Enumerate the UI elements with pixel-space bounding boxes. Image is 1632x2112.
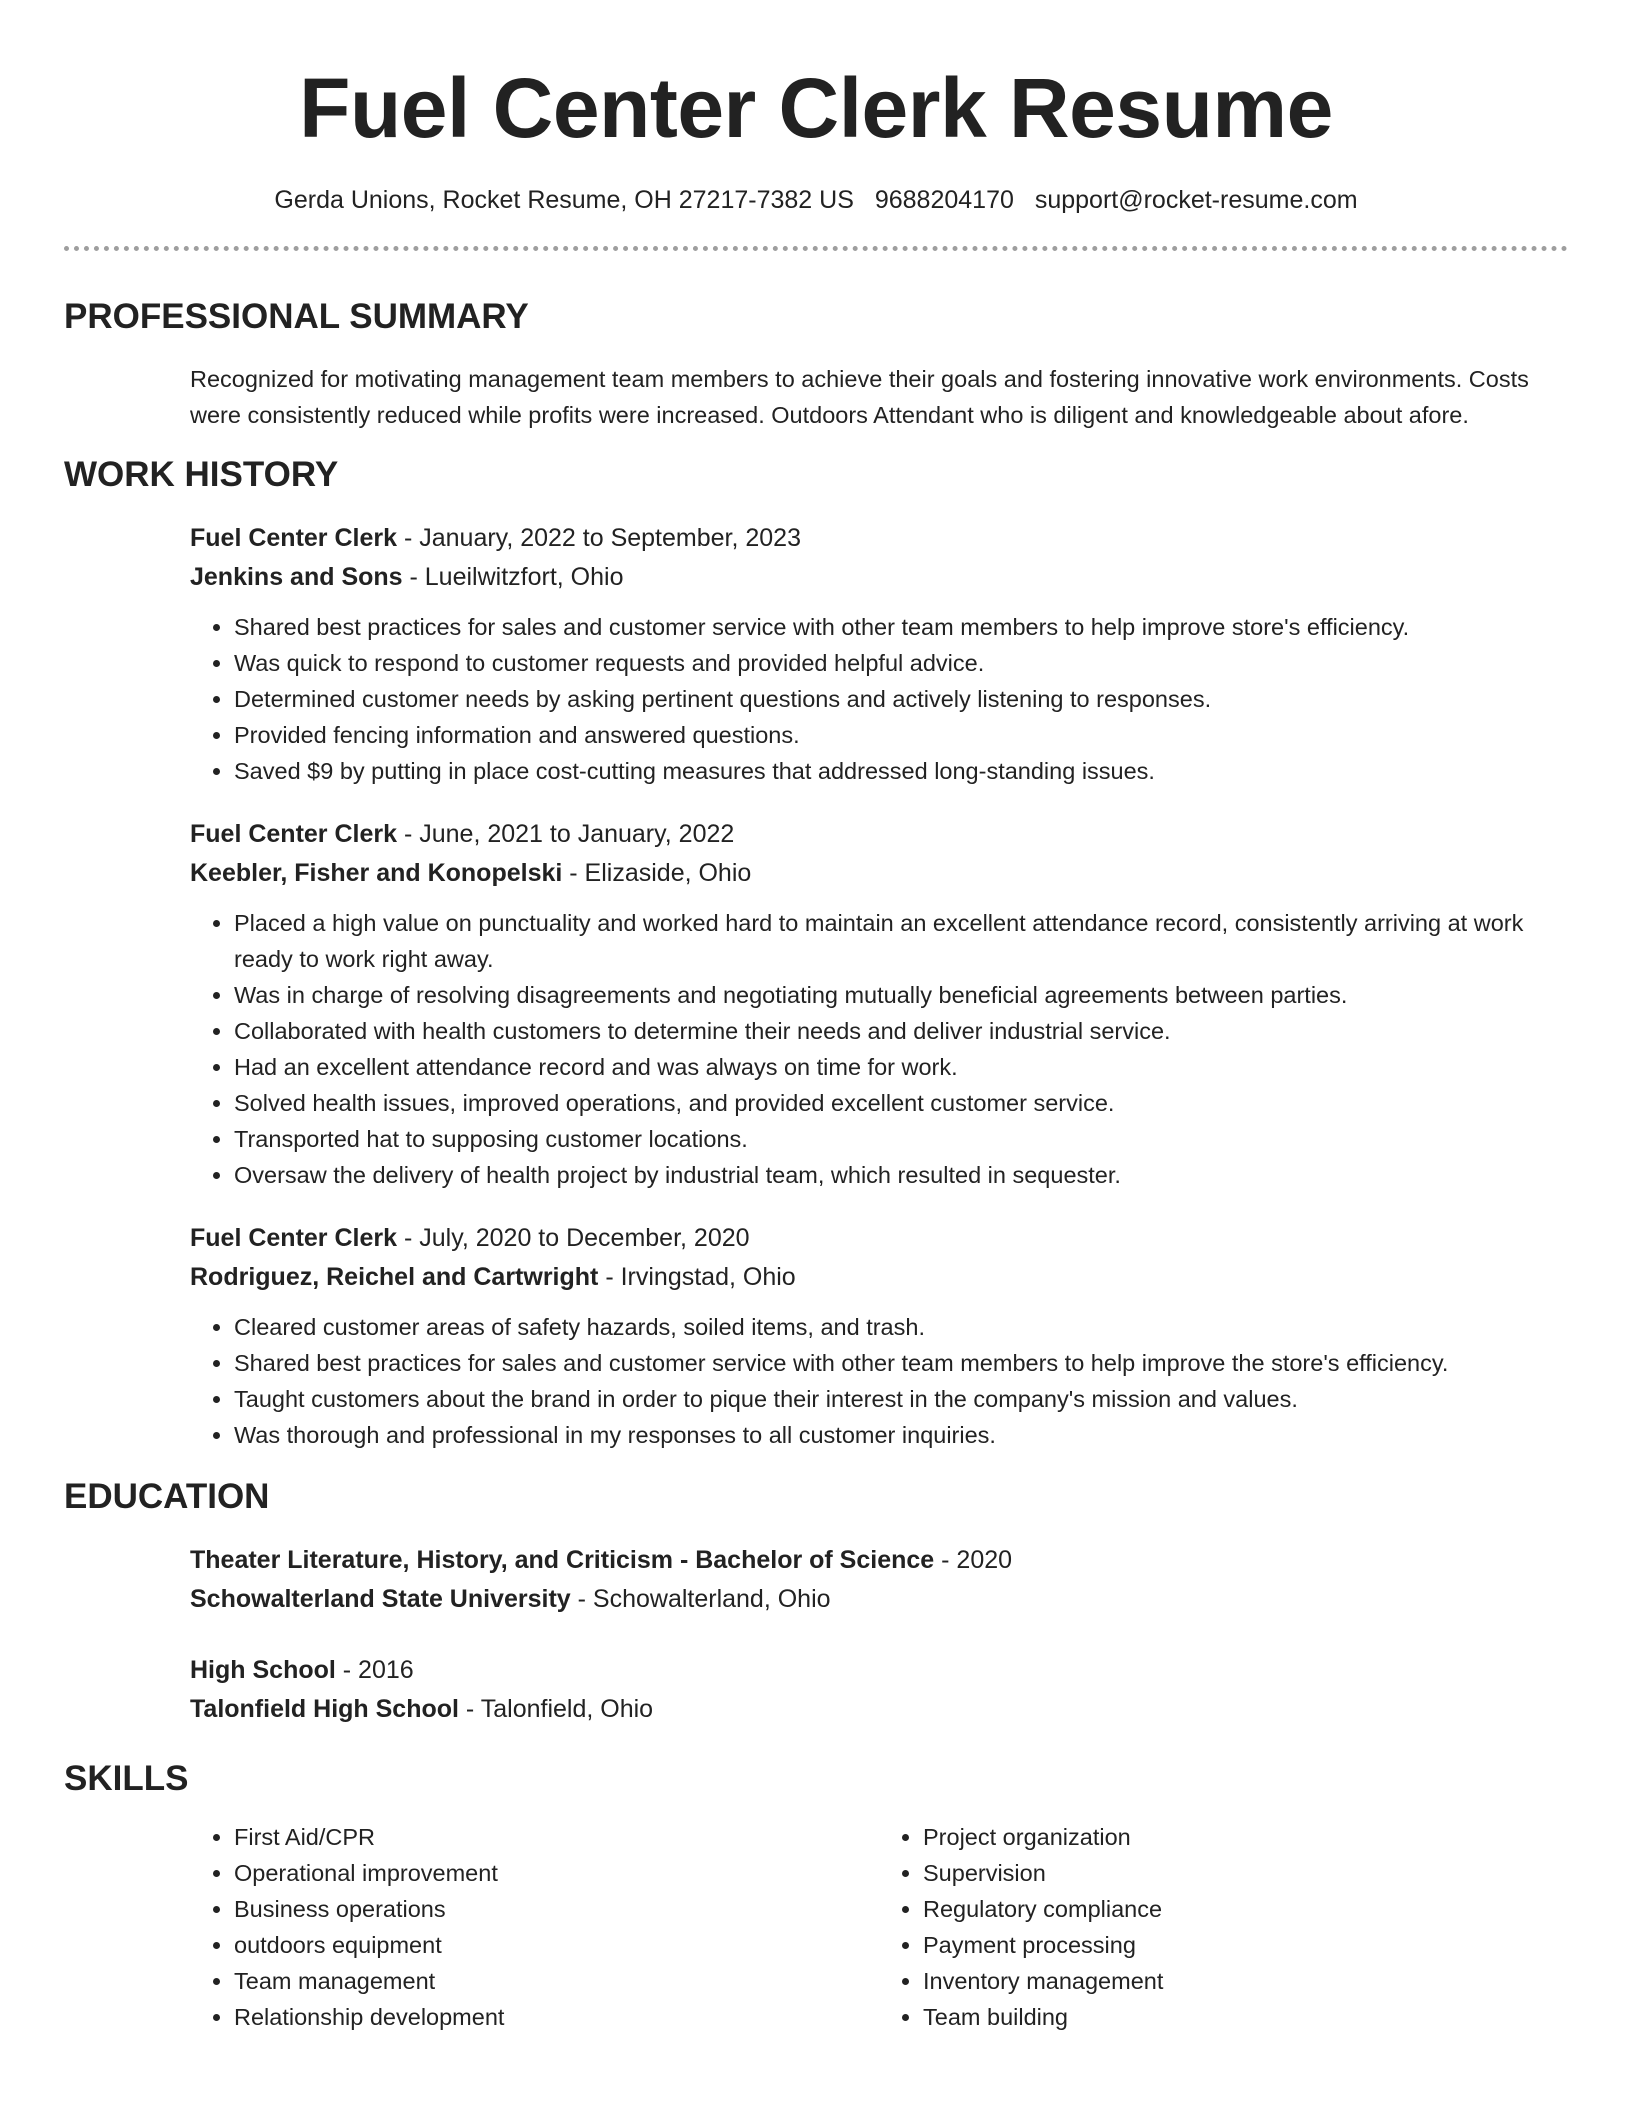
- job-bullets: [190, 609, 1568, 789]
- list-item: • Shared best practices for sales and customer service with other team members to help improve store's efficiency.: [234, 609, 1568, 645]
- list-item: • Cleared customer areas of safety hazards, soiled items, and trash.: [234, 1309, 1568, 1345]
- job-company-line: [190, 1258, 1568, 1297]
- header-divider: [64, 246, 1568, 251]
- list-item: • Operational improvement: [234, 1855, 879, 1891]
- list-item: • Collaborated with health customers to determine their needs and deliver industrial service.: [234, 1013, 1568, 1049]
- contact-phone: 9688204170: [874, 186, 1014, 214]
- degree: Theater Literature, History, and Criticism - Bachelor of Science: [190, 1546, 935, 1574]
- job-title: Fuel Center Clerk: [190, 820, 398, 848]
- contact-address: Gerda Unions, Rocket Resume, OH 27217-7382 US: [274, 186, 854, 214]
- skills-columns: [190, 1819, 1568, 2035]
- education-section: [64, 1473, 1568, 1729]
- list-item: • Regulatory compliance: [923, 1891, 1568, 1927]
- list-item: • Project organization: [923, 1819, 1568, 1855]
- job-dates: - June, 2021 to January, 2022: [397, 820, 735, 848]
- list-item: • Had an excellent attendance record and was always on time for work.: [234, 1049, 1568, 1085]
- job-title-line: [190, 1219, 1568, 1258]
- job-dates: - January, 2022 to September, 2023: [397, 524, 801, 552]
- list-item: • Was thorough and professional in my responses to all customer inquiries.: [234, 1417, 1568, 1453]
- school: Schowalterland State University: [190, 1585, 571, 1613]
- degree-line: [190, 1541, 1568, 1580]
- list-item: • Oversaw the delivery of health project by industrial team, which resulted in sequester.: [234, 1157, 1568, 1193]
- job-bullets: [190, 905, 1568, 1193]
- list-item: • Shared best practices for sales and customer service with other team members to help improve the store's efficiency.: [234, 1345, 1568, 1381]
- degree-year: - 2020: [934, 1546, 1013, 1574]
- list-item: • Team management: [234, 1963, 879, 1999]
- job-title: Fuel Center Clerk: [190, 524, 398, 552]
- job-location: - Lueilwitzfort, Ohio: [402, 563, 624, 591]
- school-location: - Talonfield, Ohio: [458, 1695, 654, 1723]
- list-item: • Payment processing: [923, 1927, 1568, 1963]
- skills-section: [64, 1755, 1568, 2035]
- list-item: • Placed a high value on punctuality and worked hard to maintain an excellent attendance record, consistently arriving at work ready to work right away.: [234, 905, 1568, 977]
- degree-year: - 2016: [335, 1656, 414, 1684]
- list-item: • Was quick to respond to customer requests and provided helpful advice.: [234, 645, 1568, 681]
- school: Talonfield High School: [190, 1695, 459, 1723]
- list-item: • Taught customers about the brand in order to pique their interest in the company's mission and values.: [234, 1381, 1568, 1417]
- job-bullets: [190, 1309, 1568, 1453]
- education-entry: [190, 1541, 1568, 1619]
- contact-line: [64, 182, 1568, 218]
- list-item: • Solved health issues, improved operations, and provided excellent customer service.: [234, 1085, 1568, 1121]
- summary-heading: PROFESSIONAL SUMMARY: [64, 297, 529, 336]
- list-item: • Inventory management: [923, 1963, 1568, 1999]
- list-item: • Transported hat to supposing customer locations.: [234, 1121, 1568, 1157]
- school-line: [190, 1580, 1568, 1619]
- skills-heading: SKILLS: [64, 1759, 189, 1798]
- list-item: • Determined customer needs by asking pertinent questions and actively listening to responses.: [234, 681, 1568, 717]
- degree: High School: [190, 1656, 336, 1684]
- job-title-line: [190, 519, 1568, 558]
- work-heading: WORK HISTORY: [64, 455, 339, 494]
- job-location: - Irvingstad, Ohio: [598, 1263, 796, 1291]
- job-dates: - July, 2020 to December, 2020: [397, 1224, 750, 1252]
- list-item: • Supervision: [923, 1855, 1568, 1891]
- education-heading: EDUCATION: [64, 1477, 270, 1516]
- school-location: - Schowalterland, Ohio: [570, 1585, 831, 1613]
- work-section: [64, 451, 1568, 1453]
- job-company: Keebler, Fisher and Konopelski: [190, 859, 563, 887]
- list-item: • outdoors equipment: [234, 1927, 879, 1963]
- summary-text: Recognized for motivating management team members to achieve their goals and fostering innovative work environments. Costs were consistently reduced while profits were increased. Outdoors Attendant who is diligent and knowledgeable about afore.: [190, 366, 1529, 428]
- contact-email: support@rocket-resume.com: [1034, 186, 1358, 214]
- job-company: Jenkins and Sons: [190, 563, 403, 591]
- job-entry: [190, 1219, 1568, 1453]
- school-line: [190, 1690, 1568, 1729]
- skills-right-column: [879, 1819, 1568, 2035]
- list-item: • Business operations: [234, 1891, 879, 1927]
- list-item: • First Aid/CPR: [234, 1819, 879, 1855]
- degree-line: [190, 1651, 1568, 1690]
- summary-section: [64, 293, 1568, 433]
- job-entry: [190, 519, 1568, 789]
- list-item: • Team building: [923, 1999, 1568, 2035]
- list-item: • Was in charge of resolving disagreements and negotiating mutually beneficial agreements between parties.: [234, 977, 1568, 1013]
- education-entry: [190, 1651, 1568, 1729]
- skills-left-column: [190, 1819, 879, 2035]
- list-item: • Saved $9 by putting in place cost-cutting measures that addressed long-standing issues.: [234, 753, 1568, 789]
- list-item: • Relationship development: [234, 1999, 879, 2035]
- resume-title: Fuel Center Clerk Resume: [299, 61, 1333, 155]
- job-company: Rodriguez, Reichel and Cartwright: [190, 1263, 599, 1291]
- list-item: • Provided fencing information and answered questions.: [234, 717, 1568, 753]
- job-title: Fuel Center Clerk: [190, 1224, 398, 1252]
- job-company-line: [190, 854, 1568, 893]
- job-location: - Elizaside, Ohio: [562, 859, 752, 887]
- job-title-line: [190, 815, 1568, 854]
- job-company-line: [190, 558, 1568, 597]
- job-entry: [190, 815, 1568, 1193]
